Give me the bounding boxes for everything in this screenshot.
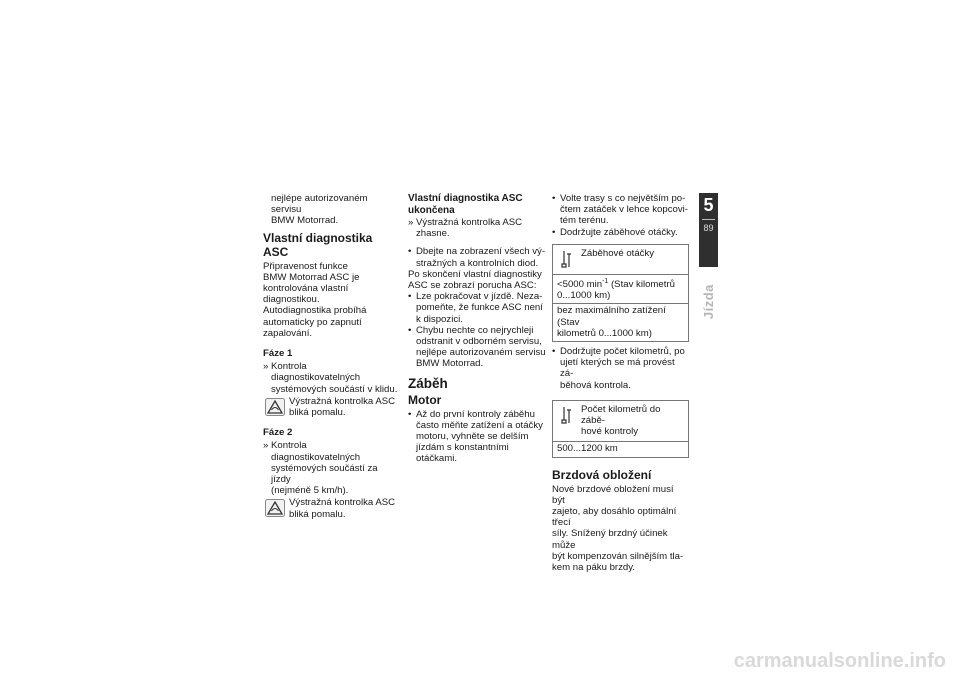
text-line: ASC se zobrazí porucha ASC: [408,280,537,292]
text-line: zhasne. [416,228,450,240]
text-line: • Chybu nechte co nejrychleji [416,324,534,336]
phase-1-step [263,361,398,395]
text-line: automaticky po zapnutí [263,316,362,328]
break-in-rpm-box [552,244,689,342]
brake-pads-paragraph [552,484,689,574]
column-3 [552,193,689,573]
text-line: • Dodržujte záběhové otáčky. [560,226,678,238]
text-line: • Dodržujte počet kilometrů, po [560,346,685,358]
text-line: kilometrů 0...1000 km) [557,327,652,339]
text-line: Připravenost funkce [263,260,348,272]
asc-paragraph [263,261,398,339]
chapter-number: 5 [703,195,714,215]
heading-brake-pads: Brzdová obložení [552,467,652,482]
text-line: » Kontrola diagnostikovatelných [271,440,361,463]
phase-2-warning [263,497,398,519]
text-line: pomeňte, že funkce ASC není [416,302,543,314]
text-line: kem na páku brzdy. [552,562,636,574]
text-line: (nejméně 5 km/h). [271,485,349,497]
chapter-divider [702,219,715,220]
infobox-header [553,245,688,275]
diagnosis-finished-step [408,217,548,239]
text-line: zajeto, aby dosáhlo optimální třecí [552,506,677,529]
phase-2-title: Fáze 2 [263,427,293,439]
text-line: čtem zatáček v lehce kopcovi- [560,204,688,216]
chapter-title: Jízda [700,284,716,320]
text-line: Po skončení vlastní diagnostiky [408,268,542,280]
text-line: » Kontrola diagnostikovatelných [271,361,361,384]
text-line: BMW Motorrad ASC je [263,271,360,283]
infobox-title: Počet kilometrů do zábě- [581,403,661,427]
bullet-item [408,246,548,268]
value-superscript: -1 [602,277,609,285]
bullet-item [408,409,548,465]
phase-1-warning [263,396,398,418]
text-line: bliká pomalu. [289,407,346,419]
spec-icon [561,406,573,424]
bullet-item [552,227,689,238]
chapter-side-title [692,277,724,327]
column-2 [408,193,548,465]
heading-break-in: Záběh [408,375,448,391]
page-number: 89 [703,223,714,233]
asc-fault-paragraph [408,269,548,291]
value-text: (Stav kilometrů [608,279,675,290]
text-line: » Výstražná kontrolka ASC [416,217,523,228]
chapter-tab [699,193,718,267]
text-line: jízdám s konstantními otáčkami. [416,442,509,465]
text-line: 500...1200 km [557,443,618,455]
infobox-header [553,401,688,443]
subheading-engine: Motor [408,392,442,407]
text-line: • Volte trasy s co největším po- [560,193,686,204]
text-line [557,276,684,290]
break-in-km-box [552,400,689,458]
value-text: <5000 min [557,279,603,290]
heading-asc-diagnosis-finished [408,193,548,217]
text-line: BMW Motorrad. [416,358,484,370]
text-line: Vlastní diagnostika ASC [408,193,523,204]
heading-asc-self-diagnosis: Vlastní diagnostika ASC [263,230,373,259]
text-line: systémových součástí v klidu. [271,383,398,395]
text-line: tém terénu. [560,215,609,227]
infobox-row [553,275,688,305]
text-line: • Lze pokračovat v jízdě. Neza- [416,291,543,303]
text-line: ukončena [408,205,455,216]
phase-1-title: Fáze 1 [263,348,293,360]
text-line: odstranit v odborném servisu, [416,336,542,348]
text-line: být kompenzován silnějším tla- [552,550,684,562]
text-line: BMW Motorrad. [271,215,339,227]
column-1 [263,193,398,520]
text-line: ujetí kterých se má provést zá- [560,357,675,380]
text-line: stražných a kontrolních diod. [416,257,539,269]
infobox-title: Záběhové otáčky [581,247,655,259]
infobox-title: hové kontroly [581,426,639,438]
text-line: 0...1000 km) [557,290,611,302]
infobox-row [553,442,688,456]
infobox-row [553,304,688,341]
continued-text [263,193,398,227]
text-line: Nové brzdové obložení musí být [552,483,674,506]
text-line: běhová kontrola. [560,379,631,391]
bullet-item [552,193,689,227]
text-line: zapalování. [263,327,313,339]
warning-triangle-icon [265,499,285,517]
text-line: nejlépe autorizovaném servisu [271,193,368,216]
text-line: systémových součástí za jízdy [271,462,378,486]
text-line: bez maximálního zatížení (Stav [557,305,666,328]
text-line: • Až do první kontroly záběhu [416,408,535,420]
bullet-item [552,346,689,391]
text-line: Autodiagnostika probíhá [263,305,367,317]
text-line: k dispozici. [416,313,463,325]
watermark: carmanualsonline.info [733,650,946,672]
text-line: síly. Snížený brzdný účinek může [552,528,668,551]
bullet-item [408,325,548,370]
bullet-item [408,291,548,325]
text-line: • Dbejte na zobrazení všech vý- [416,246,546,258]
text-line: Výstražná kontrolka ASC [289,395,396,407]
text-line: nejlépe autorizovaném servisu [416,347,546,359]
text-line: často měňte zatížení a otáčky [416,419,543,431]
text-line: kontrolována vlastní diagnostikou. [263,283,349,306]
phase-2-step [263,440,398,496]
text-line: bliká pomalu. [289,508,346,520]
text-line: Výstražná kontrolka ASC [289,497,396,509]
warning-triangle-icon [265,398,285,416]
text-line: motoru, vyhněte se delším [416,431,529,443]
spec-icon [561,250,573,268]
